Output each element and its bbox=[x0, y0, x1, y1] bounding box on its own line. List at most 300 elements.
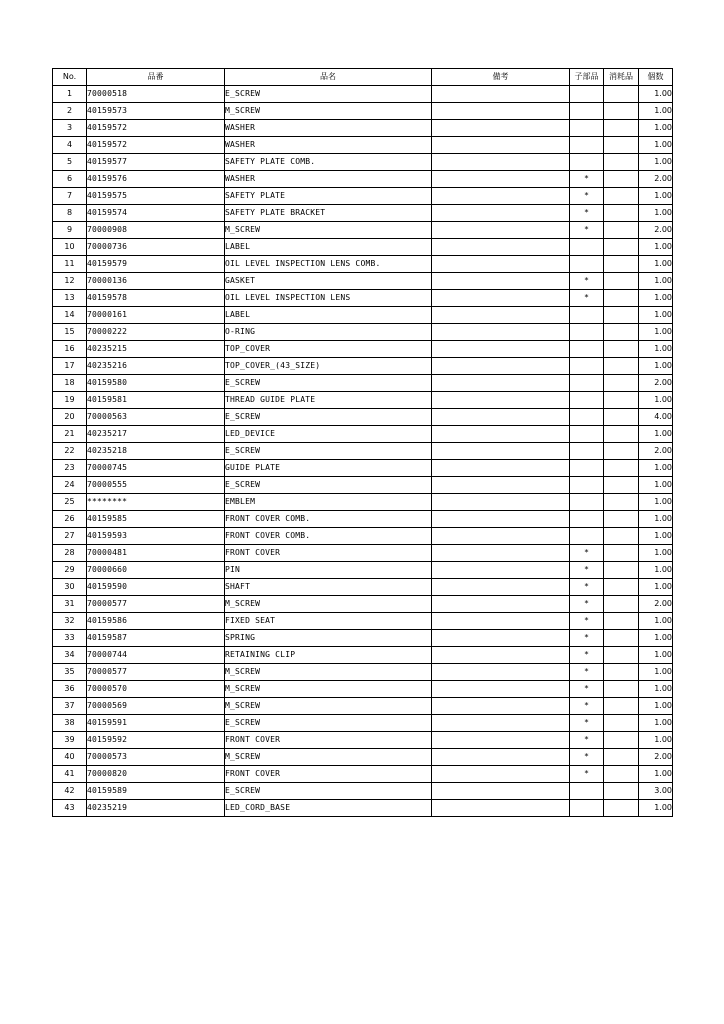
table-row bbox=[53, 103, 673, 120]
part-name-cell: M_SCREW bbox=[225, 681, 432, 698]
table-body bbox=[53, 86, 673, 817]
quantity-cell: 1.00 bbox=[639, 392, 673, 409]
remarks-cell bbox=[432, 579, 570, 596]
subpart-mark-cell bbox=[570, 783, 604, 800]
subpart-mark-cell bbox=[570, 137, 604, 154]
table-row bbox=[53, 358, 673, 375]
consumable-mark-cell bbox=[604, 273, 639, 290]
part-number-cell: ******** bbox=[87, 494, 225, 511]
part-number-cell: 40235216 bbox=[87, 358, 225, 375]
part-number-cell: 70000744 bbox=[87, 647, 225, 664]
consumable-mark-cell bbox=[604, 358, 639, 375]
consumable-mark-cell bbox=[604, 681, 639, 698]
row-number: 1 bbox=[53, 86, 87, 103]
part-number-cell: 40235218 bbox=[87, 443, 225, 460]
part-name-cell: M_SCREW bbox=[225, 698, 432, 715]
subpart-mark-cell bbox=[570, 800, 604, 817]
remarks-cell bbox=[432, 647, 570, 664]
remarks-cell bbox=[432, 715, 570, 732]
consumable-mark-cell bbox=[604, 596, 639, 613]
remarks-cell bbox=[432, 171, 570, 188]
part-number-cell: 70000736 bbox=[87, 239, 225, 256]
part-number-cell: 40235215 bbox=[87, 341, 225, 358]
part-name-cell: M_SCREW bbox=[225, 664, 432, 681]
quantity-cell: 1.00 bbox=[639, 188, 673, 205]
quantity-cell: 1.00 bbox=[639, 460, 673, 477]
remarks-cell bbox=[432, 494, 570, 511]
part-number-cell: 40159586 bbox=[87, 613, 225, 630]
row-number: 4 bbox=[53, 137, 87, 154]
table-row bbox=[53, 596, 673, 613]
consumable-mark-cell bbox=[604, 630, 639, 647]
part-name-cell: M_SCREW bbox=[225, 749, 432, 766]
remarks-cell bbox=[432, 630, 570, 647]
quantity-cell: 1.00 bbox=[639, 647, 673, 664]
part-name-cell: SHAFT bbox=[225, 579, 432, 596]
table-row bbox=[53, 426, 673, 443]
subpart-mark-cell: * bbox=[570, 290, 604, 307]
part-number-cell: 40159589 bbox=[87, 783, 225, 800]
consumable-mark-cell bbox=[604, 749, 639, 766]
remarks-cell bbox=[432, 460, 570, 477]
part-name-cell: RETAINING CLIP bbox=[225, 647, 432, 664]
quantity-cell: 2.00 bbox=[639, 375, 673, 392]
consumable-mark-cell bbox=[604, 426, 639, 443]
remarks-cell bbox=[432, 392, 570, 409]
remarks-cell bbox=[432, 613, 570, 630]
row-number: 9 bbox=[53, 222, 87, 239]
table-row bbox=[53, 681, 673, 698]
quantity-cell: 1.00 bbox=[639, 154, 673, 171]
part-number-cell: 70000908 bbox=[87, 222, 225, 239]
remarks-cell bbox=[432, 800, 570, 817]
part-name-cell: M_SCREW bbox=[225, 222, 432, 239]
subpart-mark-cell: * bbox=[570, 613, 604, 630]
part-name-cell: GUIDE PLATE bbox=[225, 460, 432, 477]
part-name-cell: OIL LEVEL INSPECTION LENS COMB. bbox=[225, 256, 432, 273]
row-number: 10 bbox=[53, 239, 87, 256]
consumable-mark-cell bbox=[604, 732, 639, 749]
part-name-cell: FRONT COVER bbox=[225, 766, 432, 783]
table-row bbox=[53, 766, 673, 783]
subpart-mark-cell: * bbox=[570, 545, 604, 562]
quantity-cell: 4.00 bbox=[639, 409, 673, 426]
part-number-cell: 40159579 bbox=[87, 256, 225, 273]
quantity-cell: 1.00 bbox=[639, 715, 673, 732]
quantity-cell: 1.00 bbox=[639, 120, 673, 137]
part-name-cell: THREAD GUIDE PLATE bbox=[225, 392, 432, 409]
row-number: 33 bbox=[53, 630, 87, 647]
consumable-mark-cell bbox=[604, 324, 639, 341]
consumable-mark-cell bbox=[604, 613, 639, 630]
row-number: 26 bbox=[53, 511, 87, 528]
consumable-mark-cell bbox=[604, 477, 639, 494]
subpart-mark-cell bbox=[570, 511, 604, 528]
consumable-mark-cell bbox=[604, 545, 639, 562]
consumable-mark-cell bbox=[604, 766, 639, 783]
table-header-row bbox=[53, 69, 673, 86]
part-name-cell: SAFETY PLATE COMB. bbox=[225, 154, 432, 171]
table-row bbox=[53, 392, 673, 409]
row-number: 7 bbox=[53, 188, 87, 205]
consumable-mark-cell bbox=[604, 86, 639, 103]
subpart-mark-cell bbox=[570, 86, 604, 103]
row-number: 40 bbox=[53, 749, 87, 766]
row-number: 20 bbox=[53, 409, 87, 426]
consumable-mark-cell bbox=[604, 120, 639, 137]
consumable-mark-cell bbox=[604, 222, 639, 239]
row-number: 38 bbox=[53, 715, 87, 732]
subpart-mark-cell bbox=[570, 341, 604, 358]
table-row bbox=[53, 375, 673, 392]
table-row bbox=[53, 477, 673, 494]
consumable-mark-cell bbox=[604, 290, 639, 307]
row-number: 8 bbox=[53, 205, 87, 222]
consumable-mark-cell bbox=[604, 171, 639, 188]
row-number: 27 bbox=[53, 528, 87, 545]
remarks-cell bbox=[432, 358, 570, 375]
consumable-mark-cell bbox=[604, 783, 639, 800]
subpart-mark-cell bbox=[570, 239, 604, 256]
part-number-cell: 70000577 bbox=[87, 664, 225, 681]
table-row bbox=[53, 749, 673, 766]
quantity-cell: 1.00 bbox=[639, 307, 673, 324]
part-number-cell: 40159591 bbox=[87, 715, 225, 732]
quantity-cell: 1.00 bbox=[639, 579, 673, 596]
consumable-mark-cell bbox=[604, 511, 639, 528]
remarks-cell bbox=[432, 205, 570, 222]
remarks-cell bbox=[432, 222, 570, 239]
remarks-cell bbox=[432, 545, 570, 562]
part-number-cell: 40159574 bbox=[87, 205, 225, 222]
consumable-mark-cell bbox=[604, 647, 639, 664]
table-row bbox=[53, 324, 673, 341]
quantity-cell: 1.00 bbox=[639, 511, 673, 528]
row-number: 21 bbox=[53, 426, 87, 443]
consumable-mark-cell bbox=[604, 698, 639, 715]
part-name-cell: SAFETY PLATE BRACKET bbox=[225, 205, 432, 222]
part-name-cell: SPRING bbox=[225, 630, 432, 647]
part-name-cell: E_SCREW bbox=[225, 715, 432, 732]
part-name-cell: LABEL bbox=[225, 239, 432, 256]
part-number-cell: 40159587 bbox=[87, 630, 225, 647]
part-name-cell: E_SCREW bbox=[225, 375, 432, 392]
part-number-cell: 40159593 bbox=[87, 528, 225, 545]
part-name-cell: SAFETY PLATE bbox=[225, 188, 432, 205]
row-number: 39 bbox=[53, 732, 87, 749]
remarks-cell bbox=[432, 443, 570, 460]
row-number: 15 bbox=[53, 324, 87, 341]
part-name-cell: WASHER bbox=[225, 120, 432, 137]
table-row bbox=[53, 171, 673, 188]
table-row bbox=[53, 86, 673, 103]
table-row bbox=[53, 443, 673, 460]
header-no: No. bbox=[53, 69, 87, 86]
subpart-mark-cell bbox=[570, 409, 604, 426]
part-name-cell: E_SCREW bbox=[225, 86, 432, 103]
subpart-mark-cell: * bbox=[570, 681, 604, 698]
quantity-cell: 1.00 bbox=[639, 630, 673, 647]
subpart-mark-cell bbox=[570, 477, 604, 494]
table-row bbox=[53, 732, 673, 749]
remarks-cell bbox=[432, 596, 570, 613]
subpart-mark-cell: * bbox=[570, 698, 604, 715]
row-number: 36 bbox=[53, 681, 87, 698]
row-number: 12 bbox=[53, 273, 87, 290]
part-number-cell: 40159577 bbox=[87, 154, 225, 171]
subpart-mark-cell: * bbox=[570, 579, 604, 596]
part-number-cell: 40159585 bbox=[87, 511, 225, 528]
part-number-cell: 70000570 bbox=[87, 681, 225, 698]
consumable-mark-cell bbox=[604, 137, 639, 154]
subpart-mark-cell: * bbox=[570, 749, 604, 766]
subpart-mark-cell bbox=[570, 256, 604, 273]
quantity-cell: 1.00 bbox=[639, 528, 673, 545]
remarks-cell bbox=[432, 290, 570, 307]
part-name-cell: EMBLEM bbox=[225, 494, 432, 511]
table-row bbox=[53, 783, 673, 800]
quantity-cell: 1.00 bbox=[639, 766, 673, 783]
remarks-cell bbox=[432, 426, 570, 443]
row-number: 41 bbox=[53, 766, 87, 783]
remarks-cell bbox=[432, 324, 570, 341]
part-number-cell: 40159578 bbox=[87, 290, 225, 307]
part-number-cell: 70000563 bbox=[87, 409, 225, 426]
subpart-mark-cell: * bbox=[570, 664, 604, 681]
table-row bbox=[53, 562, 673, 579]
part-name-cell: E_SCREW bbox=[225, 409, 432, 426]
subpart-mark-cell bbox=[570, 324, 604, 341]
part-name-cell: FIXED SEAT bbox=[225, 613, 432, 630]
remarks-cell bbox=[432, 477, 570, 494]
table-row bbox=[53, 409, 673, 426]
row-number: 24 bbox=[53, 477, 87, 494]
quantity-cell: 1.00 bbox=[639, 86, 673, 103]
consumable-mark-cell bbox=[604, 392, 639, 409]
consumable-mark-cell bbox=[604, 154, 639, 171]
subpart-mark-cell: * bbox=[570, 596, 604, 613]
part-number-cell: 70000660 bbox=[87, 562, 225, 579]
table-row bbox=[53, 494, 673, 511]
consumable-mark-cell bbox=[604, 375, 639, 392]
subpart-mark-cell bbox=[570, 154, 604, 171]
quantity-cell: 1.00 bbox=[639, 562, 673, 579]
part-number-cell: 40159572 bbox=[87, 137, 225, 154]
quantity-cell: 1.00 bbox=[639, 273, 673, 290]
quantity-cell: 1.00 bbox=[639, 613, 673, 630]
consumable-mark-cell bbox=[604, 341, 639, 358]
part-name-cell: GASKET bbox=[225, 273, 432, 290]
consumable-mark-cell bbox=[604, 409, 639, 426]
table-row bbox=[53, 137, 673, 154]
remarks-cell bbox=[432, 103, 570, 120]
subpart-mark-cell: * bbox=[570, 766, 604, 783]
remarks-cell bbox=[432, 511, 570, 528]
row-number: 31 bbox=[53, 596, 87, 613]
row-number: 34 bbox=[53, 647, 87, 664]
consumable-mark-cell bbox=[604, 443, 639, 460]
quantity-cell: 1.00 bbox=[639, 358, 673, 375]
table-row bbox=[53, 647, 673, 664]
part-name-cell: LED_CORD_BASE bbox=[225, 800, 432, 817]
remarks-cell bbox=[432, 749, 570, 766]
remarks-cell bbox=[432, 766, 570, 783]
subpart-mark-cell: * bbox=[570, 562, 604, 579]
header-subpart: 子部品 bbox=[570, 69, 604, 86]
consumable-mark-cell bbox=[604, 239, 639, 256]
part-number-cell: 70000577 bbox=[87, 596, 225, 613]
row-number: 37 bbox=[53, 698, 87, 715]
remarks-cell bbox=[432, 86, 570, 103]
row-number: 5 bbox=[53, 154, 87, 171]
part-name-cell: TOP_COVER bbox=[225, 341, 432, 358]
remarks-cell bbox=[432, 154, 570, 171]
consumable-mark-cell bbox=[604, 664, 639, 681]
part-name-cell: M_SCREW bbox=[225, 596, 432, 613]
table-row bbox=[53, 579, 673, 596]
table-row bbox=[53, 715, 673, 732]
header-part-name: 品名 bbox=[225, 69, 432, 86]
part-name-cell: E_SCREW bbox=[225, 443, 432, 460]
table-row bbox=[53, 698, 673, 715]
table-row bbox=[53, 307, 673, 324]
quantity-cell: 1.00 bbox=[639, 324, 673, 341]
part-name-cell: FRONT COVER bbox=[225, 732, 432, 749]
quantity-cell: 1.00 bbox=[639, 137, 673, 154]
row-number: 23 bbox=[53, 460, 87, 477]
row-number: 17 bbox=[53, 358, 87, 375]
subpart-mark-cell: * bbox=[570, 222, 604, 239]
subpart-mark-cell: * bbox=[570, 205, 604, 222]
row-number: 42 bbox=[53, 783, 87, 800]
quantity-cell: 1.00 bbox=[639, 205, 673, 222]
table-row bbox=[53, 545, 673, 562]
quantity-cell: 1.00 bbox=[639, 732, 673, 749]
quantity-cell: 1.00 bbox=[639, 494, 673, 511]
table-row bbox=[53, 188, 673, 205]
consumable-mark-cell bbox=[604, 205, 639, 222]
part-number-cell: 40159576 bbox=[87, 171, 225, 188]
subpart-mark-cell bbox=[570, 307, 604, 324]
subpart-mark-cell: * bbox=[570, 171, 604, 188]
part-number-cell: 70000569 bbox=[87, 698, 225, 715]
remarks-cell bbox=[432, 562, 570, 579]
part-number-cell: 70000518 bbox=[87, 86, 225, 103]
row-number: 16 bbox=[53, 341, 87, 358]
consumable-mark-cell bbox=[604, 579, 639, 596]
remarks-cell bbox=[432, 698, 570, 715]
subpart-mark-cell bbox=[570, 494, 604, 511]
row-number: 18 bbox=[53, 375, 87, 392]
quantity-cell: 1.00 bbox=[639, 239, 673, 256]
part-name-cell: LED_DEVICE bbox=[225, 426, 432, 443]
part-name-cell: WASHER bbox=[225, 137, 432, 154]
remarks-cell bbox=[432, 375, 570, 392]
part-name-cell: FRONT COVER COMB. bbox=[225, 511, 432, 528]
row-number: 25 bbox=[53, 494, 87, 511]
parts-list-table bbox=[52, 68, 673, 817]
quantity-cell: 1.00 bbox=[639, 545, 673, 562]
part-name-cell: E_SCREW bbox=[225, 477, 432, 494]
table-row bbox=[53, 205, 673, 222]
remarks-cell bbox=[432, 256, 570, 273]
subpart-mark-cell bbox=[570, 103, 604, 120]
part-number-cell: 40159592 bbox=[87, 732, 225, 749]
remarks-cell bbox=[432, 239, 570, 256]
quantity-cell: 1.00 bbox=[639, 256, 673, 273]
subpart-mark-cell bbox=[570, 528, 604, 545]
consumable-mark-cell bbox=[604, 494, 639, 511]
consumable-mark-cell bbox=[604, 800, 639, 817]
part-name-cell: O-RING bbox=[225, 324, 432, 341]
consumable-mark-cell bbox=[604, 103, 639, 120]
part-number-cell: 70000222 bbox=[87, 324, 225, 341]
quantity-cell: 3.00 bbox=[639, 783, 673, 800]
part-name-cell: E_SCREW bbox=[225, 783, 432, 800]
table-row bbox=[53, 664, 673, 681]
part-number-cell: 40159573 bbox=[87, 103, 225, 120]
remarks-cell bbox=[432, 307, 570, 324]
part-number-cell: 40235219 bbox=[87, 800, 225, 817]
table-row bbox=[53, 120, 673, 137]
table-row bbox=[53, 800, 673, 817]
subpart-mark-cell: * bbox=[570, 273, 604, 290]
table-row bbox=[53, 341, 673, 358]
table-row bbox=[53, 630, 673, 647]
row-number: 43 bbox=[53, 800, 87, 817]
row-number: 32 bbox=[53, 613, 87, 630]
remarks-cell bbox=[432, 409, 570, 426]
quantity-cell: 1.00 bbox=[639, 800, 673, 817]
part-number-cell: 70000573 bbox=[87, 749, 225, 766]
quantity-cell: 1.00 bbox=[639, 681, 673, 698]
part-number-cell: 40159580 bbox=[87, 375, 225, 392]
quantity-cell: 2.00 bbox=[639, 443, 673, 460]
table-row bbox=[53, 154, 673, 171]
subpart-mark-cell bbox=[570, 120, 604, 137]
consumable-mark-cell bbox=[604, 188, 639, 205]
header-quantity: 個数 bbox=[639, 69, 673, 86]
quantity-cell: 1.00 bbox=[639, 426, 673, 443]
subpart-mark-cell bbox=[570, 426, 604, 443]
subpart-mark-cell bbox=[570, 358, 604, 375]
part-number-cell: 40235217 bbox=[87, 426, 225, 443]
quantity-cell: 2.00 bbox=[639, 171, 673, 188]
remarks-cell bbox=[432, 732, 570, 749]
quantity-cell: 2.00 bbox=[639, 749, 673, 766]
row-number: 2 bbox=[53, 103, 87, 120]
row-number: 29 bbox=[53, 562, 87, 579]
quantity-cell: 1.00 bbox=[639, 341, 673, 358]
table-row bbox=[53, 511, 673, 528]
part-name-cell: LABEL bbox=[225, 307, 432, 324]
quantity-cell: 1.00 bbox=[639, 290, 673, 307]
remarks-cell bbox=[432, 681, 570, 698]
subpart-mark-cell: * bbox=[570, 630, 604, 647]
table-row bbox=[53, 222, 673, 239]
part-number-cell: 70000745 bbox=[87, 460, 225, 477]
remarks-cell bbox=[432, 528, 570, 545]
consumable-mark-cell bbox=[604, 307, 639, 324]
quantity-cell: 2.00 bbox=[639, 596, 673, 613]
remarks-cell bbox=[432, 273, 570, 290]
subpart-mark-cell: * bbox=[570, 732, 604, 749]
row-number: 30 bbox=[53, 579, 87, 596]
remarks-cell bbox=[432, 137, 570, 154]
consumable-mark-cell bbox=[604, 460, 639, 477]
quantity-cell: 1.00 bbox=[639, 103, 673, 120]
remarks-cell bbox=[432, 664, 570, 681]
